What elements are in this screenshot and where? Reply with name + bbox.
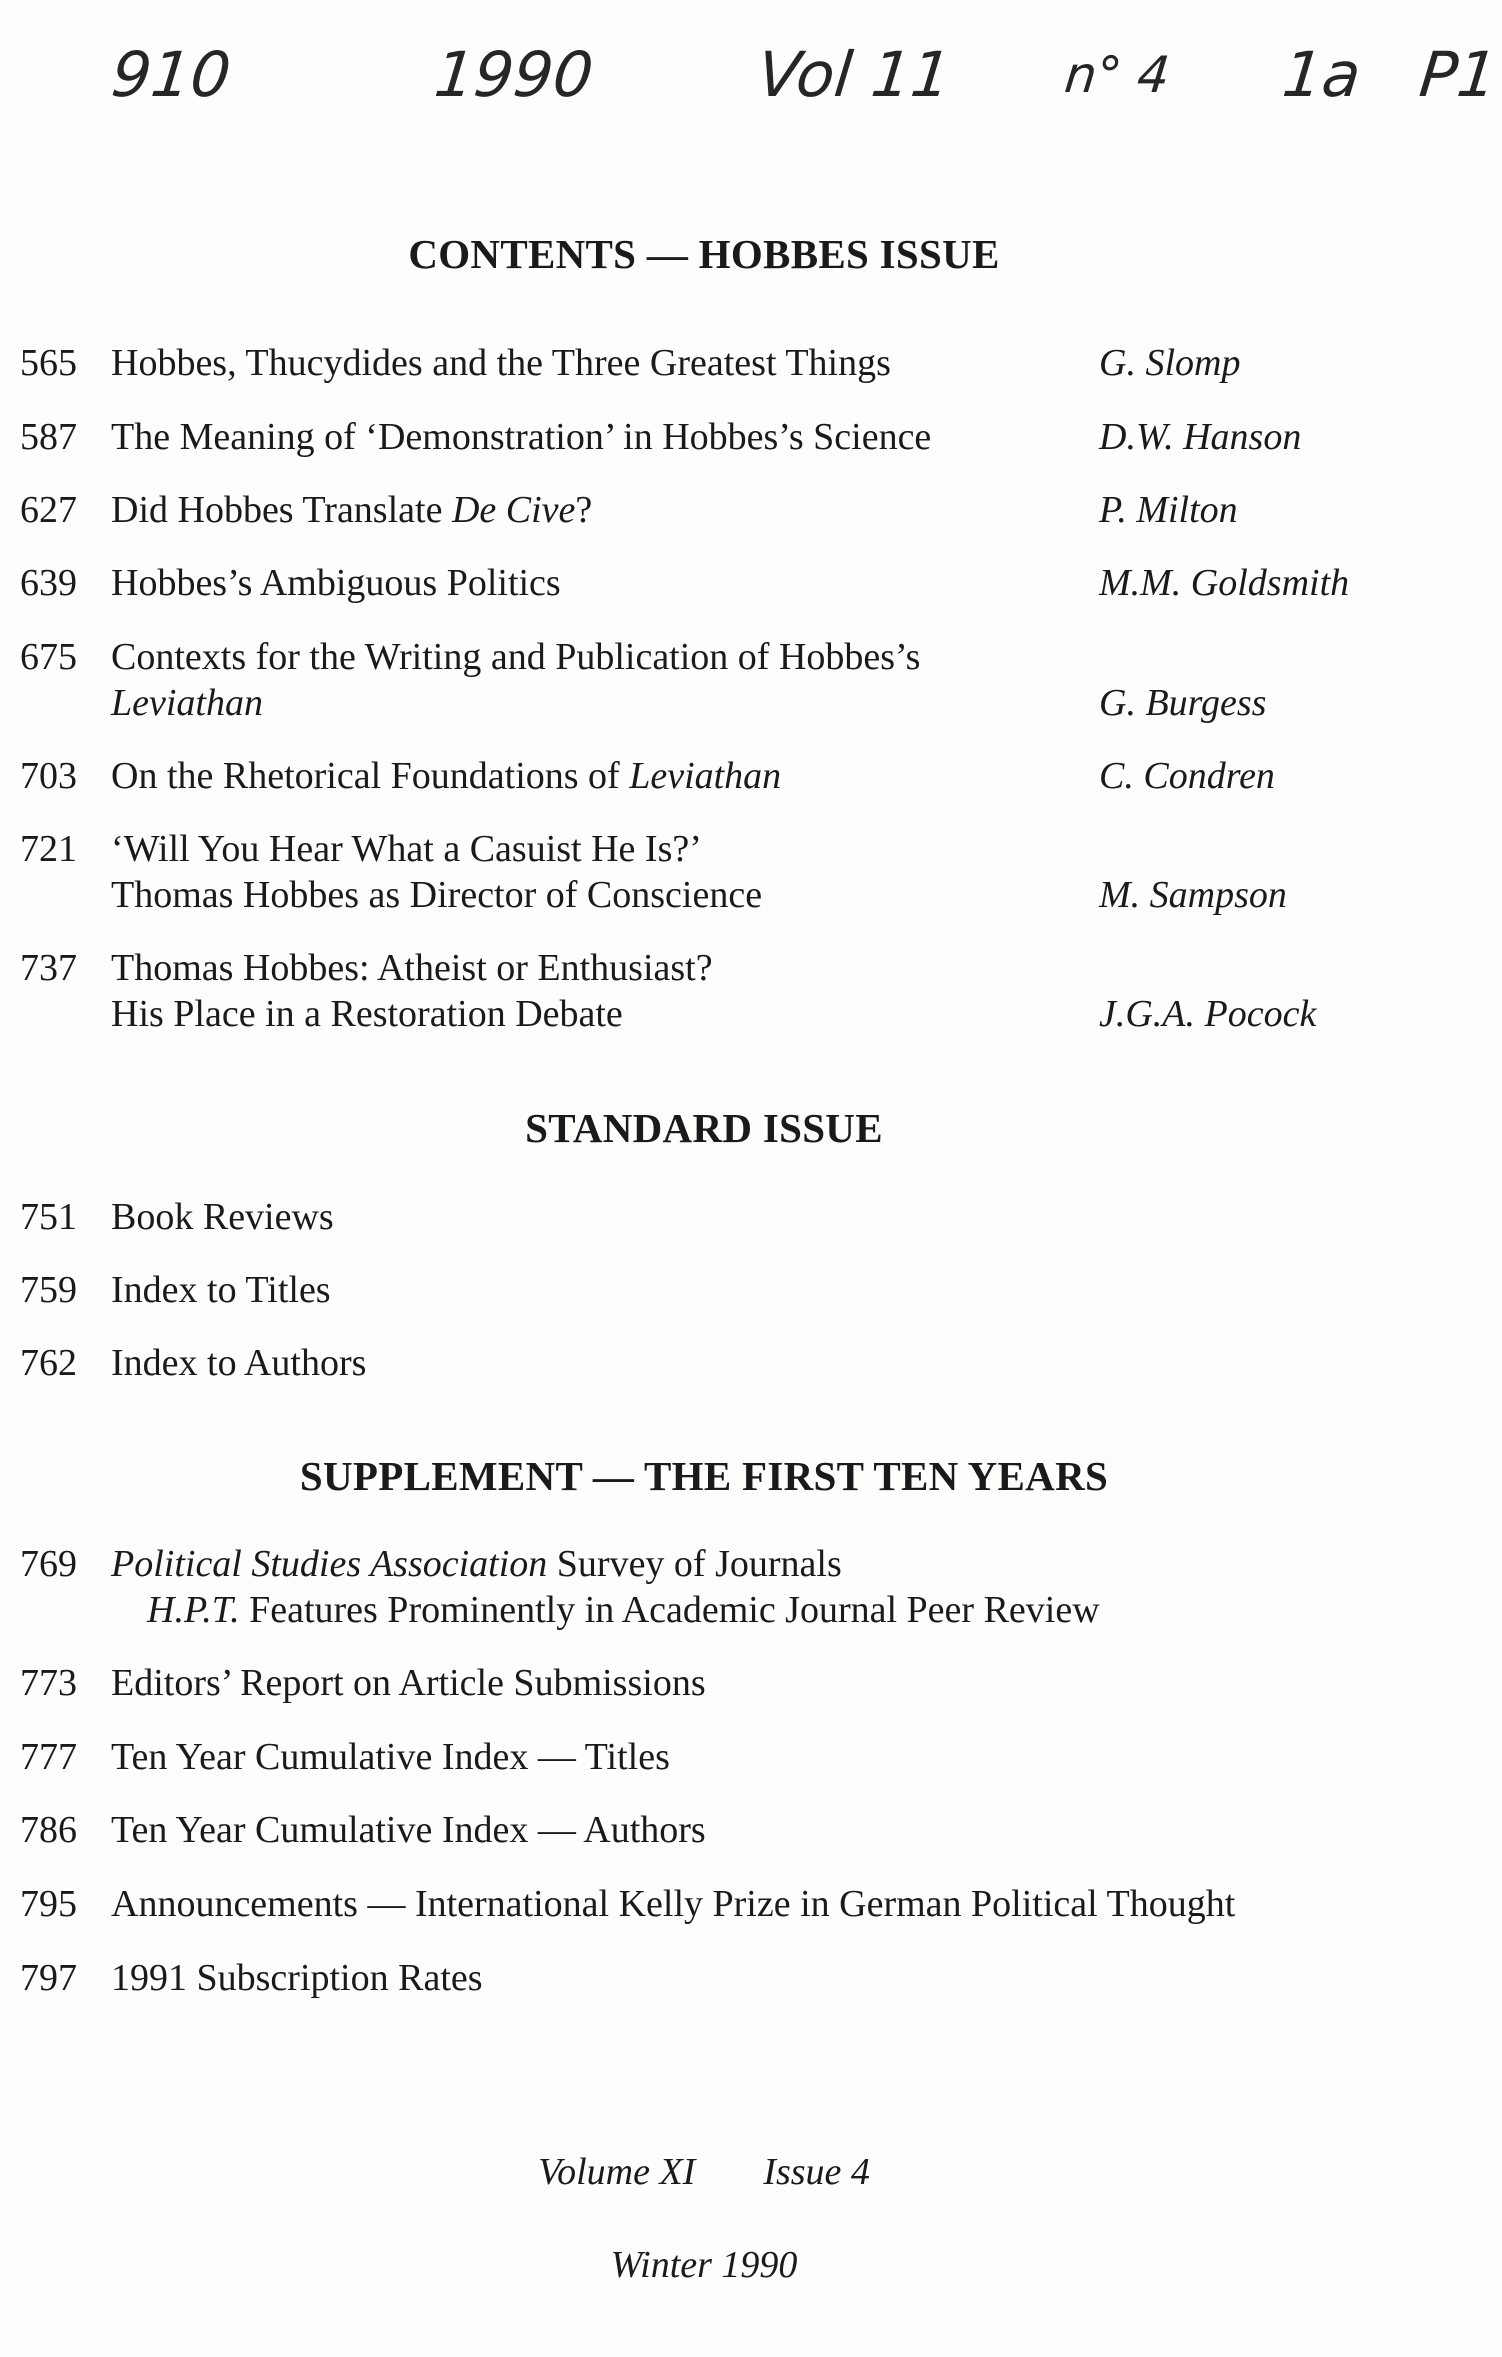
page-number: 795 (20, 1883, 77, 1925)
handwritten-year: 1990 (431, 38, 597, 111)
page-number: 751 (20, 1196, 77, 1238)
season-label: Winter 1990 (610, 2244, 798, 2286)
page-number: 639 (20, 562, 77, 604)
page-number: 777 (20, 1736, 77, 1778)
title-text: Thomas Hobbes: Atheist or Enthusiast? (111, 947, 713, 989)
page-number: 675 (20, 636, 77, 678)
author: J.G.A. Pocock (1099, 993, 1317, 1035)
title-italic: De Cive (451, 489, 576, 531)
title-line2-italic: Leviathan (111, 682, 263, 724)
article-title: Hobbes, Thucydides and the Three Greatest Things (111, 342, 891, 384)
page-number: 786 (20, 1809, 77, 1851)
page-number: 762 (20, 1342, 77, 1384)
title-subline (111, 1587, 1100, 1633)
article-title (111, 753, 781, 799)
section-heading-supplement: SUPPLEMENT — THE FIRST TEN YEARS (299, 1453, 1109, 1499)
article-title (111, 826, 762, 918)
handwritten-issue: n° 4 (1061, 46, 1173, 104)
author: D.W. Hanson (1099, 416, 1302, 458)
author: P. Milton (1099, 489, 1238, 531)
page-number: 721 (20, 828, 77, 870)
handwritten-annotations (0, 22, 1502, 112)
title-text: Contexts for the Writing and Publication of Hobbes’s (111, 636, 921, 678)
author: M.M. Goldsmith (1099, 562, 1350, 604)
article-title (111, 634, 920, 726)
article-title: Index to Authors (111, 1342, 367, 1384)
article-title (111, 1541, 1100, 1633)
handwritten-number: 910 (108, 38, 235, 111)
page-number: 627 (20, 489, 77, 531)
author: G. Burgess (1099, 682, 1267, 724)
article-title: The Meaning of ‘Demonstration’ in Hobbes’s Science (111, 416, 932, 458)
author: C. Condren (1099, 755, 1275, 797)
page-number: 703 (20, 755, 77, 797)
handwritten-volume: Vol 11 (754, 38, 955, 111)
handwritten-shelf: P1 (1416, 38, 1501, 111)
title-text: Did Hobbes Translate (111, 489, 452, 531)
volume-issue-line (0, 2150, 1408, 2194)
article-title: Book Reviews (111, 1196, 334, 1238)
article-title (111, 487, 592, 533)
page-number: 759 (20, 1269, 77, 1311)
title-line2: His Place in a Restoration Debate (111, 993, 623, 1035)
volume-label: Volume XI (538, 2151, 696, 2193)
article-title: 1991 Subscription Rates (111, 1957, 483, 1999)
author: G. Slomp (1099, 342, 1241, 384)
article-title (111, 945, 713, 1037)
article-title: Hobbes’s Ambiguous Politics (111, 562, 561, 604)
page-number: 565 (20, 342, 77, 384)
page-number: 769 (20, 1543, 77, 1585)
title-text: On the Rhetorical Foundations of (111, 755, 630, 797)
title-text: Survey of Journals (547, 1543, 842, 1585)
author: M. Sampson (1099, 874, 1287, 916)
section-heading-standard: STANDARD ISSUE (525, 1105, 883, 1151)
handwritten-code: 1a (1279, 38, 1365, 111)
issue-label: Issue 4 (763, 2151, 870, 2193)
page-number: 587 (20, 416, 77, 458)
article-title: Ten Year Cumulative Index — Authors (111, 1809, 706, 1851)
title-italic: Leviathan (629, 755, 782, 797)
title-line2: Thomas Hobbes as Director of Conscience (111, 874, 763, 916)
title-text: ‘Will You Hear What a Casuist He Is?’ (111, 828, 702, 870)
article-title: Ten Year Cumulative Index — Titles (111, 1736, 670, 1778)
subline-text: Features Prominently in Academic Journal Peer Review (239, 1589, 1100, 1631)
title-italic: Political Studies Association (111, 1543, 548, 1585)
article-title: Index to Titles (111, 1269, 331, 1311)
article-title: Announcements — International Kelly Prize in German Political Thought (111, 1883, 1236, 1925)
title-text: ? (575, 489, 593, 531)
subline-italic: H.P.T. (147, 1589, 240, 1631)
page-number: 773 (20, 1662, 77, 1704)
section-heading-hobbes: CONTENTS — HOBBES ISSUE (408, 231, 1000, 277)
article-title: Editors’ Report on Article Submissions (111, 1662, 706, 1704)
page-number: 797 (20, 1957, 77, 1999)
page-number: 737 (20, 947, 77, 989)
